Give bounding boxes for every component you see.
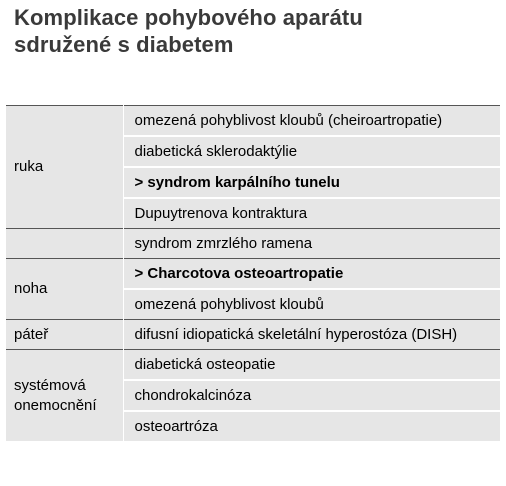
complication-cell: omezená pohyblivost kloubů (cheiroartropatie) xyxy=(123,106,500,137)
category-cell: páteř xyxy=(6,320,123,350)
complication-cell: > Charcotova osteoartropatie xyxy=(123,259,500,290)
complication-cell: osteoartróza xyxy=(123,411,500,441)
category-cell: systémová onemocnění xyxy=(6,350,123,442)
table-row xyxy=(6,106,500,137)
title-line-1: Komplikace pohybového aparátu xyxy=(14,5,363,30)
table-row xyxy=(6,320,500,350)
complication-cell: omezená pohyblivost kloubů xyxy=(123,289,500,320)
complication-cell: difusní idiopatická skeletální hyperostóza (DISH) xyxy=(123,320,500,350)
complication-cell: syndrom zmrzlého ramena xyxy=(123,229,500,259)
category-cell: ruka xyxy=(6,106,123,229)
complication-cell: diabetická sklerodaktýlie xyxy=(123,136,500,167)
table-row xyxy=(6,350,500,381)
page-title xyxy=(14,4,494,58)
category-cell: noha xyxy=(6,259,123,320)
table-row xyxy=(6,229,500,259)
complication-cell: diabetická osteopatie xyxy=(123,350,500,381)
category-cell xyxy=(6,229,123,259)
complication-cell: Dupuytrenova kontraktura xyxy=(123,198,500,229)
complication-cell: > syndrom karpálního tunelu xyxy=(123,167,500,198)
table-row xyxy=(6,259,500,290)
title-line-2: sdružené s diabetem xyxy=(14,32,234,57)
complication-cell: chondrokalcinóza xyxy=(123,380,500,411)
complications-table xyxy=(6,105,500,441)
complications-table-body xyxy=(6,106,500,442)
